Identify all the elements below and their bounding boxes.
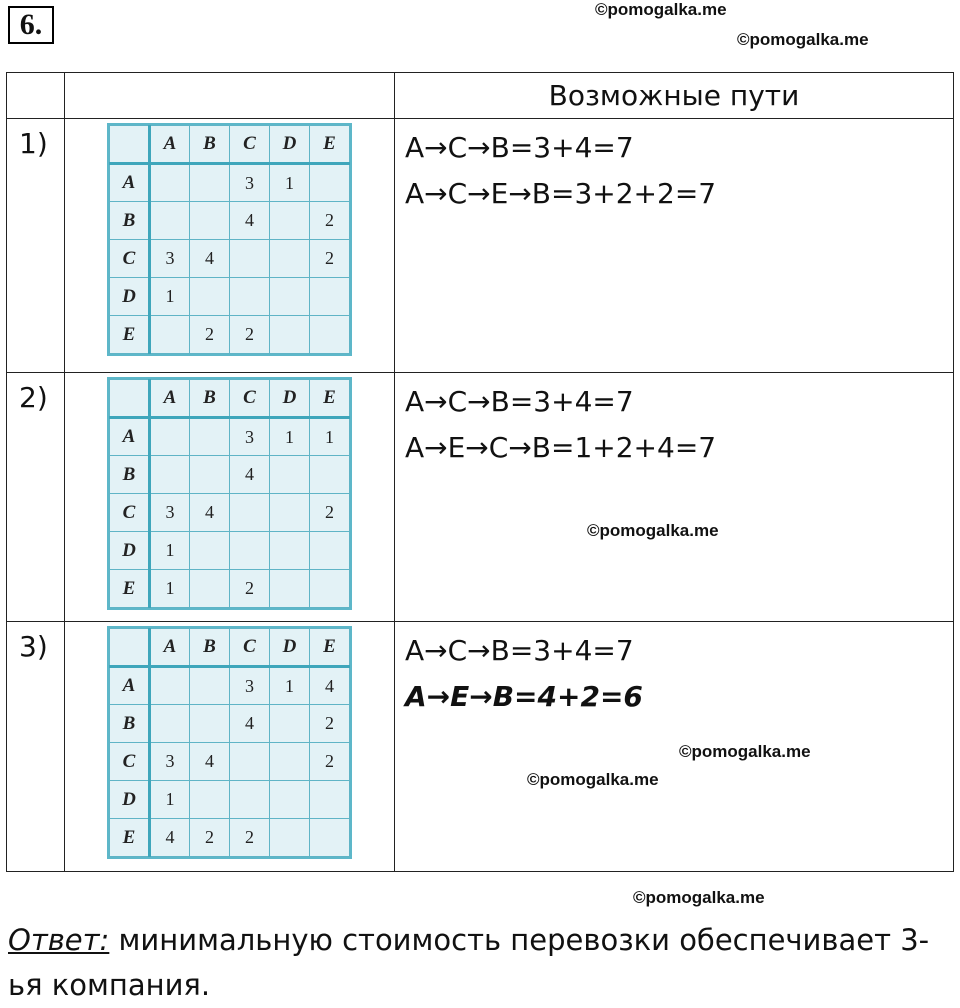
matrix-cell-value: 1 — [270, 164, 310, 202]
matrix-cell-value: 2 — [310, 743, 350, 781]
row-number: 2) — [7, 373, 65, 622]
table-row — [7, 119, 954, 373]
matrix-cell-value: 3 — [230, 164, 270, 202]
table-row — [7, 622, 954, 872]
watermark: ©pomogalka.me — [679, 742, 811, 761]
matrix-row — [110, 743, 350, 781]
matrix-cell-value — [270, 532, 310, 570]
matrix-col-header: A — [150, 380, 190, 418]
matrix-row-header: B — [110, 456, 150, 494]
matrix-col-header: E — [310, 126, 350, 164]
matrix-cell-value — [270, 202, 310, 240]
matrix-row — [110, 240, 350, 278]
matrix-cell-value — [270, 494, 310, 532]
matrix-row — [110, 781, 350, 819]
paths-table — [6, 72, 954, 872]
matrix-cell-value — [190, 781, 230, 819]
matrix-cell-value: 4 — [230, 202, 270, 240]
header-image-cell — [65, 73, 395, 119]
matrix-header-row — [110, 380, 350, 418]
matrix-row — [110, 667, 350, 705]
matrix-cell-value — [190, 164, 230, 202]
matrix-col-header — [110, 380, 150, 418]
cost-matrix — [109, 379, 350, 608]
matrix-cell-value: 1 — [150, 570, 190, 608]
matrix-row — [110, 532, 350, 570]
matrix-row-header: A — [110, 667, 150, 705]
matrix-col-header: D — [270, 380, 310, 418]
matrix-cell-value — [270, 743, 310, 781]
matrix-cell-value: 2 — [310, 705, 350, 743]
matrix-cell-value: 2 — [230, 570, 270, 608]
cost-matrix — [109, 628, 350, 857]
matrix-row — [110, 456, 350, 494]
matrix-cell-value: 3 — [230, 418, 270, 456]
matrix-cell-value — [270, 705, 310, 743]
matrix-cell-value — [310, 316, 350, 354]
path-line: A→C→E→B=3+2+2=7 — [405, 177, 717, 210]
matrix-row-header: B — [110, 202, 150, 240]
matrix-cell-value: 1 — [310, 418, 350, 456]
matrix-cell-value — [230, 743, 270, 781]
matrix-col-header: E — [310, 380, 350, 418]
matrix-cell-value — [310, 164, 350, 202]
matrix-row — [110, 164, 350, 202]
path-line-best: A→E→B=4+2=6 — [405, 680, 643, 713]
matrix-cell-value: 2 — [190, 819, 230, 857]
matrix-cell-value: 4 — [230, 456, 270, 494]
matrix-row — [110, 494, 350, 532]
matrix-cell-value — [310, 781, 350, 819]
matrix-cell-value — [230, 532, 270, 570]
matrix-cell-value — [310, 819, 350, 857]
matrix-cell-value: 2 — [230, 819, 270, 857]
matrix-row — [110, 316, 350, 354]
matrix-row-header: D — [110, 781, 150, 819]
matrix-row — [110, 705, 350, 743]
matrix-row-header: E — [110, 570, 150, 608]
matrix-cell-value — [270, 456, 310, 494]
matrix-col-header — [110, 126, 150, 164]
matrix-header-row — [110, 629, 350, 667]
matrix-cell-value — [310, 456, 350, 494]
matrix-cell — [65, 373, 395, 622]
matrix-cell-value — [270, 781, 310, 819]
matrix-row-header: B — [110, 705, 150, 743]
matrix-row-header: C — [110, 240, 150, 278]
matrix-cell-value: 2 — [310, 202, 350, 240]
matrix-col-header: B — [190, 629, 230, 667]
watermark: ©pomogalka.me — [737, 30, 869, 49]
matrix-cell-value — [190, 456, 230, 494]
matrix-cell-value — [230, 240, 270, 278]
answer-label: Ответ: — [8, 923, 110, 957]
matrix-col-header: D — [270, 629, 310, 667]
matrix-cell-value — [190, 202, 230, 240]
matrix-row — [110, 202, 350, 240]
matrix-col-header: A — [150, 126, 190, 164]
matrix-col-header — [110, 629, 150, 667]
matrix-cell-value — [150, 316, 190, 354]
matrix-row-header: D — [110, 278, 150, 316]
matrix-cell-value: 3 — [150, 240, 190, 278]
matrix-cell-value: 3 — [150, 494, 190, 532]
matrix-cell-value: 4 — [150, 819, 190, 857]
matrix-cell-value: 1 — [150, 278, 190, 316]
matrix-cell-value — [150, 667, 190, 705]
matrix-cell-value — [150, 456, 190, 494]
matrix-row-header: C — [110, 494, 150, 532]
path-line: A→C→B=3+4=7 — [405, 385, 634, 418]
matrix-col-header: B — [190, 380, 230, 418]
matrix-cell-value: 4 — [310, 667, 350, 705]
matrix-cell-value — [190, 667, 230, 705]
matrix-cell-value — [270, 819, 310, 857]
matrix-cell-value: 2 — [310, 494, 350, 532]
matrix-cell-value: 4 — [190, 240, 230, 278]
matrix-cell-value: 4 — [190, 743, 230, 781]
matrix-row-header: D — [110, 532, 150, 570]
matrix-col-header: B — [190, 126, 230, 164]
matrix-cell-value — [230, 278, 270, 316]
paths-cell — [395, 373, 954, 622]
paths-cell — [395, 622, 954, 872]
matrix-cell-value — [270, 240, 310, 278]
matrix-cell-value — [270, 316, 310, 354]
watermark: ©pomogalka.me — [595, 0, 727, 19]
watermark: ©pomogalka.me — [587, 521, 719, 540]
answer — [8, 918, 948, 1008]
path-line: A→C→B=3+4=7 — [405, 131, 634, 164]
matrix-cell-value — [190, 570, 230, 608]
matrix-col-header: C — [230, 126, 270, 164]
matrix-row-header: C — [110, 743, 150, 781]
matrix-cell-value — [230, 781, 270, 819]
matrix-cell-value — [150, 705, 190, 743]
matrix-cell — [65, 622, 395, 872]
path-line: A→E→C→B=1+2+4=7 — [405, 431, 717, 464]
table-row — [7, 373, 954, 622]
matrix-cell-value — [310, 570, 350, 608]
matrix-cell-value: 4 — [190, 494, 230, 532]
header-paths-cell: Возможные пути — [395, 73, 954, 119]
matrix-cell-value — [190, 705, 230, 743]
matrix-cell-value: 1 — [150, 532, 190, 570]
answer-text: минимальную стоимость перевозки обеспечивает 3-ья компания. — [8, 923, 930, 1002]
matrix-row — [110, 819, 350, 857]
matrix-cell-value — [310, 278, 350, 316]
matrix-cell-value — [190, 532, 230, 570]
matrix-cell-value: 3 — [150, 743, 190, 781]
table-header-row — [7, 73, 954, 119]
matrix-col-header: E — [310, 629, 350, 667]
matrix-cell — [65, 119, 395, 373]
matrix-row-header: A — [110, 164, 150, 202]
matrix-cell-value: 4 — [230, 705, 270, 743]
watermark: ©pomogalka.me — [633, 888, 765, 907]
matrix-cell-value — [310, 532, 350, 570]
matrix-cell-value — [190, 418, 230, 456]
matrix-col-header: D — [270, 126, 310, 164]
matrix-row — [110, 570, 350, 608]
matrix-row — [110, 278, 350, 316]
matrix-cell-value: 1 — [150, 781, 190, 819]
matrix-cell-value — [270, 278, 310, 316]
matrix-cell-value: 2 — [190, 316, 230, 354]
matrix-cell-value — [150, 418, 190, 456]
row-number: 3) — [7, 622, 65, 872]
matrix-cell-value — [230, 494, 270, 532]
matrix-cell-value — [270, 570, 310, 608]
matrix-header-row — [110, 126, 350, 164]
paths-cell — [395, 119, 954, 373]
matrix-col-header: A — [150, 629, 190, 667]
matrix-row-header: A — [110, 418, 150, 456]
matrix-cell-value — [190, 278, 230, 316]
header-num-cell — [7, 73, 65, 119]
cost-matrix — [109, 125, 350, 354]
matrix-row-header: E — [110, 316, 150, 354]
matrix-row — [110, 418, 350, 456]
matrix-col-header: C — [230, 380, 270, 418]
matrix-row-header: E — [110, 819, 150, 857]
matrix-cell-value: 1 — [270, 418, 310, 456]
matrix-cell-value: 3 — [230, 667, 270, 705]
matrix-cell-value — [150, 202, 190, 240]
matrix-cell-value: 2 — [230, 316, 270, 354]
row-number: 1) — [7, 119, 65, 373]
path-line: A→C→B=3+4=7 — [405, 634, 634, 667]
task-number: 6. — [8, 6, 54, 44]
watermark: ©pomogalka.me — [527, 770, 659, 789]
matrix-cell-value — [150, 164, 190, 202]
matrix-cell-value: 1 — [270, 667, 310, 705]
matrix-cell-value: 2 — [310, 240, 350, 278]
matrix-col-header: C — [230, 629, 270, 667]
